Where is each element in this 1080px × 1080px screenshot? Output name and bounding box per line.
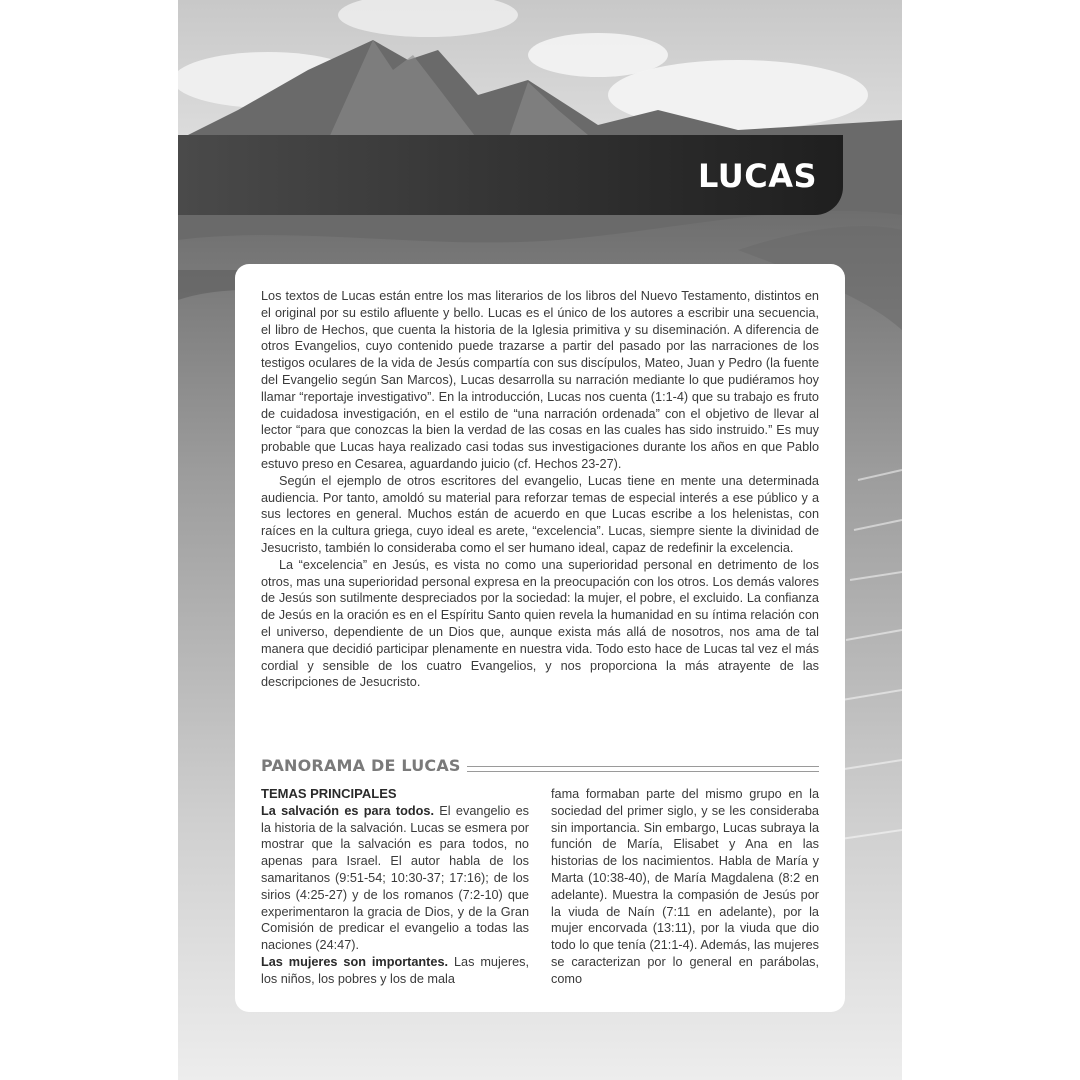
column-right-text: fama formaban parte del mismo grupo en la sociedad del primer siglo, y se les consideraba sin importancia. Sin embargo, Lucas subraya la función de María, Elisabet y Ana en las historias de los nacimientos. Habla de María y Marta (10:38-40), de María Magdalena (8:2 en adelante). Muestra la compasión de Jesús por la viuda de Naín (7:11 en adelante), por la mujer encorvada (13:11), por la viuda que dio todo lo que tenía (21:1-4). Además, las mujeres se caracterizan por lo general en parábolas, como — [551, 787, 819, 986]
two-column-text — [261, 786, 819, 988]
column-right — [551, 786, 819, 988]
intro-paragraph-1: Los textos de Lucas están entre los mas literarios de los libros del Nuevo Testamento, distintos en el original por su estilo afluente y bello. Lucas es el único de los autores a escribir una secuencia, el libro de Hechos, que cuenta la historia de la Iglesia primitiva y su diseminación. A diferencia de otros Evangelios, cuyo contenido puede trazarse a partir del pasado por las narraciones de los testigos oculares de la vida de Jesús compartía con sus discípulos, Mateo, Juan y Pedro (la fuente del Evangelio según San Marcos), Lucas desarrolla su narración mediante lo que pudiéramos hoy llamar “reportaje investigativo”. En la introducción, Lucas nos cuenta (1:1-4) que su trabajo es fruto de cuidadosa investigación, en el estilo de “una narración ordenada” con el objetivo de llevar al lector “para que conozcas la bien la verdad de las cosas en las cuales has sido instruido.” Es muy probable que Lucas haya realizado casi todas sus investigaciones durante los años en que Pablo estuvo preso en Cesarea, aguardando juicio (cf. Hechos 23-27). — [261, 289, 819, 471]
theme-text-2: Las mujeres, los niños, los pobres y los de mala — [261, 954, 530, 986]
theme-heading-1: La salvación es para todos. — [261, 803, 434, 818]
intro-paragraph-2: Según el ejemplo de otros escritores del evangelio, Lucas tiene en mente una determinada audiencia. Por tanto, amoldó su material para reforzar temas de especial interés a ese público y a sus lectores en general. Muchos están de acuerdo en que Lucas escribe a los helenistas, con raíces en la cultura griega, cuyo ideal es arete, “excelencia”. Lucas, siempre siente la divinidad de Jesucristo, también lo consideraba como el ser humano ideal, capaz de redefinir la excelencia. — [261, 473, 819, 555]
title-banner — [178, 135, 843, 215]
theme-paragraph-2 — [261, 954, 529, 988]
theme-paragraph-1 — [261, 803, 529, 954]
theme-heading-2: Las mujeres son importantes. — [261, 954, 449, 969]
column-left — [261, 786, 529, 988]
book-title: LUCAS — [697, 157, 817, 195]
subsection-title: TEMAS PRINCIPALES — [261, 786, 397, 801]
book-page — [178, 0, 902, 1080]
intro-text — [261, 288, 819, 691]
theme-text-1: El evangelio es la historia de la salvación. Lucas se esmera por mostrar que la salvación es para todos, no apenas para Israel. El autor habla de los samaritanos (9:51-54; 10:30-37; 17:16); de los sirios (4:25-27) y de los romanos (7:2-10) que experimentaron la gracia de Dios, y de la Gran Comisión de predicar el evangelio a todas las naciones (24:47). — [261, 803, 529, 953]
section-rule — [467, 766, 819, 772]
section-heading — [261, 751, 819, 779]
content-card — [235, 264, 845, 1012]
section-title: PANORAMA DE LUCAS — [261, 755, 461, 775]
intro-paragraph-3: La “excelencia” en Jesús, es vista no como una superioridad personal en detrimento de los otros, mas una superioridad personal expresa en la preocupación con los otros. Los demás valores de Jesús son sutilmente despreciados por la sociedad: la mujer, el pobre, el excluido. La confianza de Jesús en la oración es en el Espíritu Santo quien revela la humanidad en su íntima relación con el universo, dependiente de un Dios que, aunque exista más allá de nosotros, nos ama de tal manera que decidió participar plenamente en nuestra vida. Todo esto hace de Lucas tal vez el más cordial y sensible de los cuatro Evangelios, y nos proporciona la más atrayente de las descripciones de Jesucristo. — [261, 557, 819, 690]
